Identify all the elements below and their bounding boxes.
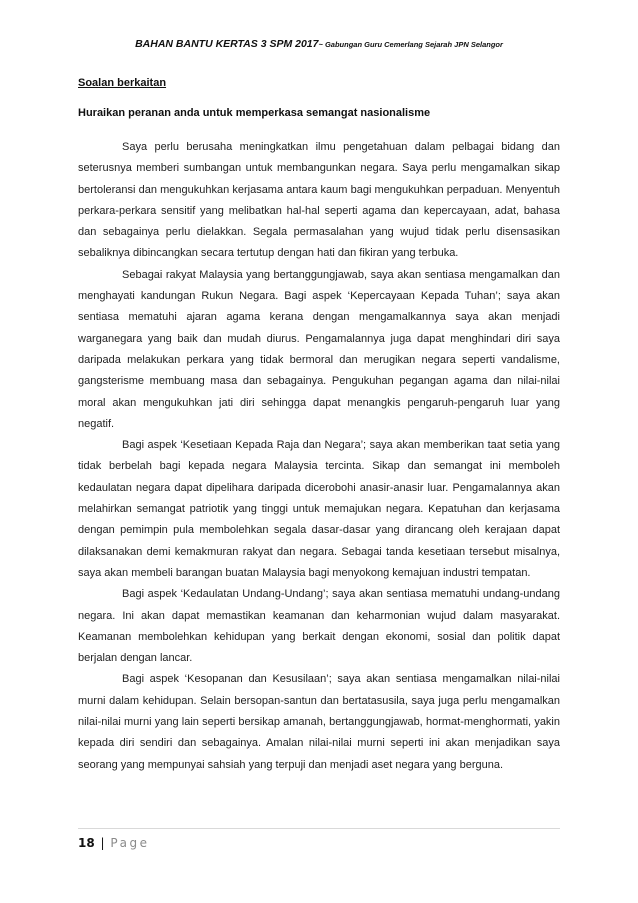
question-heading: Huraikan peranan anda untuk memperkasa semangat nasionalisme [78, 107, 431, 119]
paragraph: Sebagai rakyat Malaysia yang bertanggungjawab, saya akan sentiasa mengamalkan dan menghayati kandungan Rukun Negara. Bagi aspek ‘Kepercayaan Kepada Tuhan’; saya akan sentiasa mematuhi ajaran agama kerana dengan mengamalkannya saya akan menjadi warganegara yang baik dan mudah diurus. Pengamalannya juga dapat menghindari diri saya daripada melakukan perkara yang tidak bermoral dan merugikan negara seperti vandalisme, gangsterisme membuang masa dan sebagainya. Pengukuhan pegangan agama dan nilai-nilai moral akan mengukuhkan jati diri sehingga dapat menangkis pengaruh-pengaruh luar yang negatif. [78, 268, 560, 430]
page-footer [78, 836, 149, 850]
footer-separator: | [100, 836, 105, 850]
paragraph: Bagi aspek ‘Kesetiaan Kepada Raja dan Negara’; saya akan memberikan taat setia yang tidak berbelah bagi kepada negara Malaysia tercinta. Sikap dan semangat ini memboleh kedaulatan negara dapat dipelihara daripada dicerobohi anasir-anasir luar. Pengamalannya akan melahirkan semangat patriotik yang tinggi untuk memajukan negara. Kepatuhan dan kerjasama dengan pemimpin pula membolehkan segala dasar-dasar yang dirancang oleh kerajaan dapat dilaksanakan demi kemakmuran rakyat dan negara. Sebagai tanda kesetiaan tersebut misalnya, saya akan membeli barangan buatan Malaysia bagi menyokong kemajuan industri tempatan. [78, 439, 560, 579]
page-number: 18 [78, 836, 95, 850]
paragraph: Bagi aspek ‘Kedaulatan Undang-Undang’; saya akan sentiasa mematuhi undang-undang negara. Ini akan dapat memastikan keamanan dan keharmonian wujud dalam masyarakat. Keamanan membolehkan kehidupan yang berkait dengan ekonomi, sosial dan politik dapat berjalan dengan lancar. [78, 588, 560, 665]
page-header [0, 38, 638, 50]
answer-body [78, 137, 560, 776]
header-title: BAHAN BANTU KERTAS 3 SPM 2017 [135, 38, 319, 50]
section-title: Soalan berkaitan [78, 77, 167, 89]
paragraph: Bagi aspek ‘Kesopanan dan Kesusilaan’; saya akan sentiasa mengamalkan nilai-nilai murni dalam kehidupan. Selain bersopan-santun dan bertatasusila, saya juga perlu mengamalkan nilai-nilai murni yang lain seperti bersikap amanah, bertanggungjawab, hormat-menghormati, yakin kepada diri sendiri dan sebagainya. Amalan nilai-nilai murni seperti ini akan menjadikan saya seorang yang mempunyai sahsiah yang terpuji dan menjadi aset negara yang berguna. [78, 673, 560, 771]
page-label: Page [110, 836, 150, 850]
footer-divider [78, 828, 560, 829]
header-subtitle: ~ Gabungan Guru Cemerlang Sejarah JPN Selangor [318, 40, 503, 49]
paragraph: Saya perlu berusaha meningkatkan ilmu pengetahuan dalam pelbagai bidang dan seterusnya memberi sumbangan untuk membangunkan negara. Saya perlu mengamalkan sikap bertoleransi dan mengukuhkan kerjasama antara kaum bagi mengukuhkan perpaduan. Menyentuh perkara-perkara sensitif yang melibatkan hal-hal seperti agama dan kepercayaan, adat, bahasa dan sebagainya perlu dielakkan. Segala permasalahan yang wujud tidak perlu disensasikan sebaliknya dibincangkan secara tertutup dengan hati dan fikiran yang terbuka. [78, 141, 560, 260]
